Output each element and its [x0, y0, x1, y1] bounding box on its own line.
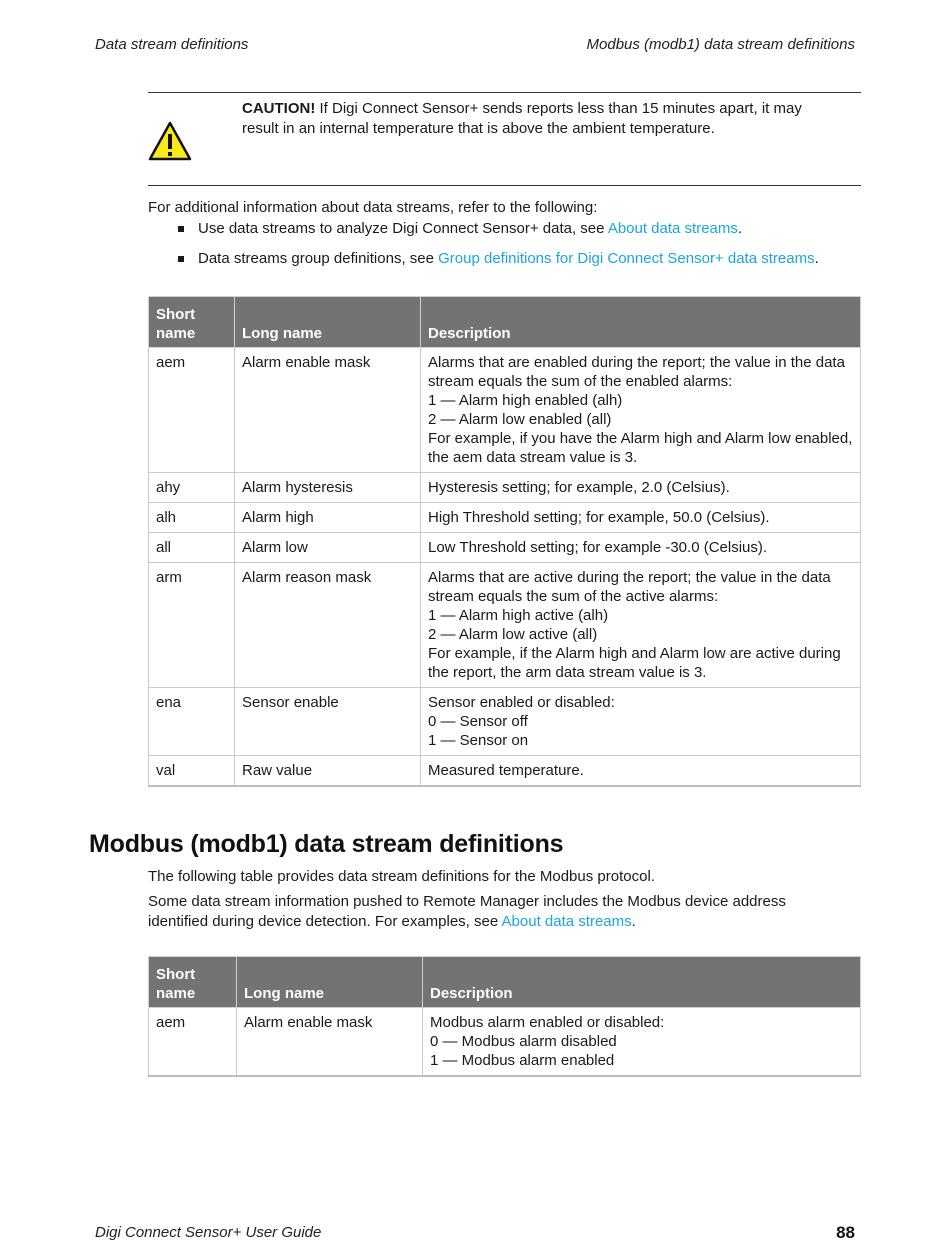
table-row: [149, 503, 861, 533]
description-line: Hysteresis setting; for example, 2.0 (Celsius).: [428, 479, 730, 496]
description-cell: [421, 563, 861, 688]
table-row: [149, 756, 861, 787]
running-header-right: Modbus (modb1) data stream definitions: [586, 36, 855, 53]
column-header-short-name: Short name: [149, 957, 237, 1008]
description-line: 2 — Alarm low active (all): [428, 626, 598, 643]
short-name-cell: aem: [149, 1008, 237, 1077]
description-cell: [421, 503, 861, 533]
short-name-cell: ahy: [149, 473, 235, 503]
description-line: 1 — Alarm high active (alh): [428, 607, 609, 624]
page-number: 88: [836, 1223, 855, 1242]
section-paragraph-2: Some data stream information pushed to Remote Manager includes the Modbus device address identified during device detection. For examples, see About data streams.: [148, 893, 786, 930]
table-row: [149, 1008, 861, 1077]
data-stream-table: [148, 296, 861, 787]
description-line: For example, if the Alarm high and Alarm low are active during the report, the arm data stream value is 3.: [428, 645, 841, 681]
description-line: For example, if you have the Alarm high and Alarm low enabled, the aem data stream value is 3.: [428, 430, 853, 466]
description-line: 1 — Modbus alarm enabled: [430, 1052, 615, 1069]
table-row: [149, 348, 861, 473]
footer-title: Digi Connect Sensor+ User Guide: [95, 1224, 322, 1241]
list-item: Use data streams to analyze Digi Connect Sensor+ data, see About data streams.: [176, 219, 819, 239]
long-name-cell: Sensor enable: [235, 688, 421, 756]
bullet-square-icon: [178, 256, 184, 262]
column-header-description: Description: [421, 297, 861, 348]
short-name-cell: ena: [149, 688, 235, 756]
column-header-long-name: Long name: [237, 957, 423, 1008]
long-name-cell: Alarm low: [235, 533, 421, 563]
caution-box: [148, 92, 861, 186]
description-line: 1 — Alarm high enabled (alh): [428, 392, 623, 409]
description-line: High Threshold setting; for example, 50.0 (Celsius).: [428, 509, 770, 526]
description-line: Measured temperature.: [428, 762, 584, 779]
long-name-cell: Alarm enable mask: [237, 1008, 423, 1077]
description-cell: [421, 756, 861, 787]
description-line: 0 — Sensor off: [428, 713, 528, 730]
short-name-cell: all: [149, 533, 235, 563]
description-cell: [421, 533, 861, 563]
long-name-cell: Alarm reason mask: [235, 563, 421, 688]
running-header-left: Data stream definitions: [95, 36, 249, 53]
short-name-cell: alh: [149, 503, 235, 533]
description-cell: [421, 473, 861, 503]
caution-message: If Digi Connect Sensor+ sends reports less than 15 minutes apart, it may result in an internal temperature that is above the ambient temperature.: [242, 100, 802, 137]
group-definitions-link[interactable]: Group definitions for Digi Connect Sensor+ data streams: [438, 250, 815, 267]
description-line: 2 — Alarm low enabled (all): [428, 411, 612, 428]
description-cell: [423, 1008, 861, 1077]
about-data-streams-link[interactable]: About data streams: [501, 913, 632, 930]
bullet-square-icon: [178, 226, 184, 232]
description-line: Modbus alarm enabled or disabled:: [430, 1014, 665, 1031]
section-heading: Modbus (modb1) data stream definitions: [89, 830, 564, 858]
description-line: Alarms that are enabled during the report; the value in the data stream equals the sum of the enabled alarms:: [428, 354, 845, 390]
description-cell: [421, 348, 861, 473]
short-name-cell: arm: [149, 563, 235, 688]
description-line: Sensor enabled or disabled:: [428, 694, 615, 711]
caution-label: CAUTION!: [242, 100, 316, 117]
list-item: Data streams group definitions, see Group definitions for Digi Connect Sensor+ data streams.: [176, 249, 819, 269]
column-header-description: Description: [423, 957, 861, 1008]
section-paragraph-1: The following table provides data stream definitions for the Modbus protocol.: [148, 868, 655, 885]
short-name-cell: val: [149, 756, 235, 787]
table-row: [149, 563, 861, 688]
table-row: [149, 688, 861, 756]
caution-text: [242, 99, 842, 139]
table-row: [149, 533, 861, 563]
long-name-cell: Alarm hysteresis: [235, 473, 421, 503]
long-name-cell: Raw value: [235, 756, 421, 787]
description-line: 0 — Modbus alarm disabled: [430, 1033, 617, 1050]
table-header-row: [149, 957, 861, 1008]
column-header-short-name: Short name: [149, 297, 235, 348]
description-line: Alarms that are active during the report; the value in the data stream equals the sum of the active alarms:: [428, 569, 831, 605]
description-line: Low Threshold setting; for example -30.0 (Celsius).: [428, 539, 768, 556]
warning-triangle-icon: [148, 121, 192, 161]
description-line: 1 — Sensor on: [428, 732, 529, 749]
about-data-streams-link[interactable]: About data streams: [607, 220, 738, 237]
short-name-cell: aem: [149, 348, 235, 473]
modbus-data-stream-table: [148, 956, 861, 1077]
long-name-cell: Alarm enable mask: [235, 348, 421, 473]
long-name-cell: Alarm high: [235, 503, 421, 533]
table-header-row: [149, 297, 861, 348]
intro-text: For additional information about data streams, refer to the following:: [148, 199, 598, 216]
reference-list: [176, 219, 819, 279]
description-cell: [421, 688, 861, 756]
table-row: [149, 473, 861, 503]
column-header-long-name: Long name: [235, 297, 421, 348]
